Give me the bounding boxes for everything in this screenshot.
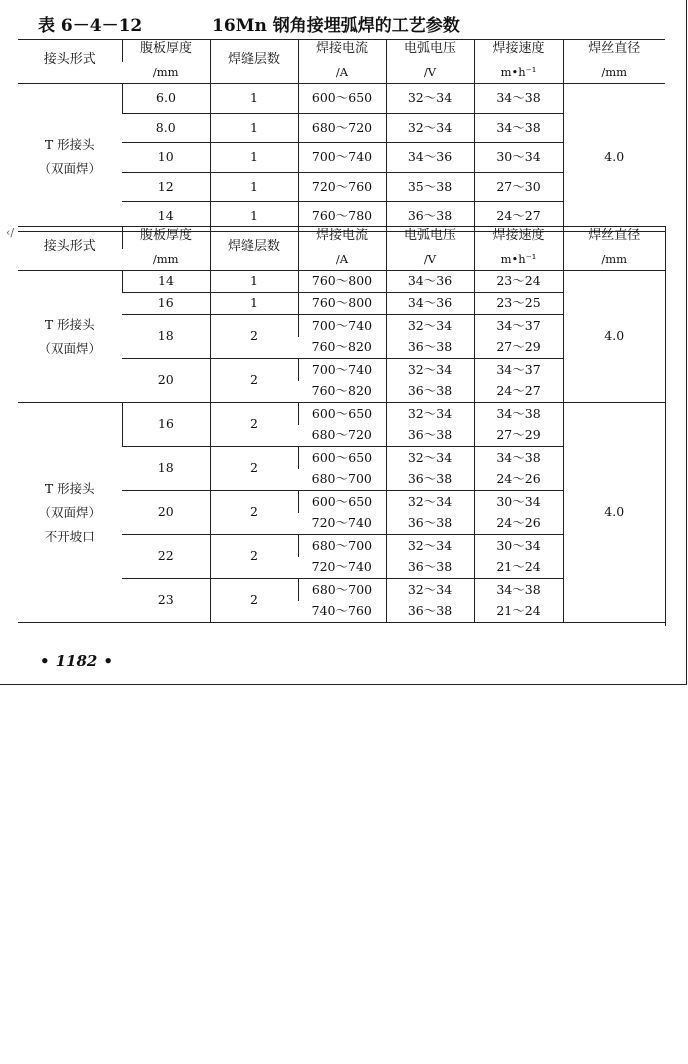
current-cell: 760～780 [298,202,386,232]
page-number: 1182 [55,652,98,670]
speed-cell: 21～24 [474,601,563,623]
current-cell: 740～760 [298,601,386,623]
voltage-cell: 32～34 [386,84,474,114]
table-row [18,403,665,425]
speed-cell: 27～29 [474,337,563,359]
header-cell: 腹板厚度 [122,40,210,62]
joint-type-cell [18,271,122,403]
thickness-cell: 22 [122,535,210,579]
voltage-cell: 36～38 [386,601,474,623]
table-number: 表 6－4－12 [38,15,143,36]
current-cell: 680～700 [298,579,386,601]
header-unit-cell: m•h⁻¹ [474,249,563,271]
current-cell: 680～700 [298,535,386,557]
thickness-cell: 23 [122,579,210,623]
current-cell: 600～650 [298,491,386,513]
header-cell: 腹板厚度 [122,227,210,249]
layers-cell: 1 [210,113,298,143]
header-cell: 焊接电流 [298,40,386,62]
joint-type-line: （双面焊） [38,161,101,177]
current-cell: 720～740 [298,513,386,535]
header-unit-cell: /mm [122,62,210,84]
joint-type-line: T 形接头 [44,137,95,153]
header-cell: 接头形式 [18,40,122,84]
layers-cell: 2 [210,491,298,535]
table-row [18,271,665,293]
voltage-cell: 32～34 [386,403,474,425]
speed-cell: 24～26 [474,469,563,491]
header-cell: 焊接速度 [474,227,563,249]
layers-cell: 2 [210,315,298,359]
voltage-cell: 32～34 [386,491,474,513]
table-caption: 16Mn 钢角接埋弧焊的工艺参数 [212,15,460,36]
joint-type-cell [18,403,122,623]
thickness-cell: 12 [122,172,210,202]
voltage-cell: 32～34 [386,315,474,337]
speed-cell: 23～25 [474,293,563,315]
current-cell: 760～820 [298,381,386,403]
joint-type-line: （双面焊） [38,504,101,520]
speed-cell: 21～24 [474,557,563,579]
layers-cell: 1 [210,172,298,202]
speed-cell: 27～29 [474,425,563,447]
table-row [18,84,665,114]
header-unit-cell: /V [386,62,474,84]
wire-diameter-cell: 4.0 [563,403,665,623]
current-cell: 700～740 [298,143,386,173]
speed-cell: 24～26 [474,513,563,535]
thickness-cell: 20 [122,491,210,535]
speed-cell: 30～34 [474,143,563,173]
header-cell: 电弧电压 [386,40,474,62]
joint-type-cell [18,84,122,232]
layers-cell: 2 [210,359,298,403]
speed-cell: 34～38 [474,403,563,425]
current-cell: 680～720 [298,425,386,447]
joint-type-line: T 形接头 [44,480,95,496]
crop-mark: ‹/ [6,226,15,239]
joint-type-line: （双面焊） [38,340,101,356]
voltage-cell: 34～36 [386,271,474,293]
parameter-table-2 [18,226,665,623]
thickness-cell: 20 [122,359,210,403]
header-cell: 电弧电压 [386,227,474,249]
thickness-cell: 10 [122,143,210,173]
voltage-cell: 34～36 [386,293,474,315]
joint-type-line: 不开坡口 [44,528,95,544]
voltage-cell: 36～38 [386,469,474,491]
voltage-cell: 32～34 [386,579,474,601]
parameter-table-1 [18,39,665,232]
voltage-cell: 32～34 [386,113,474,143]
current-cell: 760～820 [298,337,386,359]
layers-cell: 2 [210,403,298,447]
layers-cell: 1 [210,143,298,173]
header-cell: 焊接速度 [474,40,563,62]
speed-cell: 30～34 [474,535,563,557]
thickness-cell: 8.0 [122,113,210,143]
speed-cell: 34～38 [474,84,563,114]
wire-diameter-cell: 4.0 [563,271,665,403]
page-footer: • 1182 • [40,652,113,670]
voltage-cell: 35～38 [386,172,474,202]
speed-cell: 34～37 [474,359,563,381]
layers-cell: 2 [210,535,298,579]
thickness-cell: 16 [122,293,210,315]
voltage-cell: 36～38 [386,381,474,403]
thickness-cell: 14 [122,202,210,232]
thickness-cell: 6.0 [122,84,210,114]
current-cell: 600～650 [298,447,386,469]
header-unit-cell: /V [386,249,474,271]
voltage-cell: 34～36 [386,143,474,173]
table-edge-line [665,226,666,626]
current-cell: 680～700 [298,469,386,491]
layers-cell: 2 [210,447,298,491]
speed-cell: 27～30 [474,172,563,202]
speed-cell: 23～24 [474,271,563,293]
layers-cell: 2 [210,579,298,623]
header-cell: 焊缝层数 [210,227,298,271]
voltage-cell: 32～34 [386,447,474,469]
voltage-cell: 36～38 [386,202,474,232]
current-cell: 600～650 [298,84,386,114]
header-row-top [18,40,665,62]
speed-cell: 24～27 [474,381,563,403]
header-unit-cell: /mm [122,249,210,271]
header-row-top [18,227,665,249]
current-cell: 680～720 [298,113,386,143]
wire-diameter-cell: 4.0 [563,84,665,232]
thickness-cell: 18 [122,315,210,359]
header-unit-cell: /A [298,62,386,84]
current-cell: 700～740 [298,315,386,337]
current-cell: 760～800 [298,271,386,293]
speed-cell: 24～27 [474,202,563,232]
current-cell: 600～650 [298,403,386,425]
header-unit-cell: /A [298,249,386,271]
current-cell: 720～760 [298,172,386,202]
voltage-cell: 36～38 [386,337,474,359]
current-cell: 760～800 [298,293,386,315]
thickness-cell: 16 [122,403,210,447]
joint-type-line: T 形接头 [44,316,95,332]
header-cell: 接头形式 [18,227,122,271]
header-cell: 焊丝直径 [563,227,665,249]
table-title [38,8,678,38]
voltage-cell: 32～34 [386,535,474,557]
layers-cell: 1 [210,293,298,315]
thickness-cell: 14 [122,271,210,293]
speed-cell: 34～38 [474,447,563,469]
speed-cell: 34～38 [474,113,563,143]
speed-cell: 34～37 [474,315,563,337]
voltage-cell: 36～38 [386,513,474,535]
speed-cell: 30～34 [474,491,563,513]
header-cell: 焊丝直径 [563,40,665,62]
layers-cell: 1 [210,84,298,114]
voltage-cell: 32～34 [386,359,474,381]
layers-cell: 1 [210,202,298,232]
header-cell: 焊接电流 [298,227,386,249]
layers-cell: 1 [210,271,298,293]
header-unit-cell: /mm [563,62,665,84]
voltage-cell: 36～38 [386,425,474,447]
current-cell: 720～740 [298,557,386,579]
voltage-cell: 36～38 [386,557,474,579]
header-unit-cell: m•h⁻¹ [474,62,563,84]
header-unit-cell: /mm [563,249,665,271]
header-cell: 焊缝层数 [210,40,298,84]
speed-cell: 34～38 [474,579,563,601]
thickness-cell: 18 [122,447,210,491]
current-cell: 700～740 [298,359,386,381]
